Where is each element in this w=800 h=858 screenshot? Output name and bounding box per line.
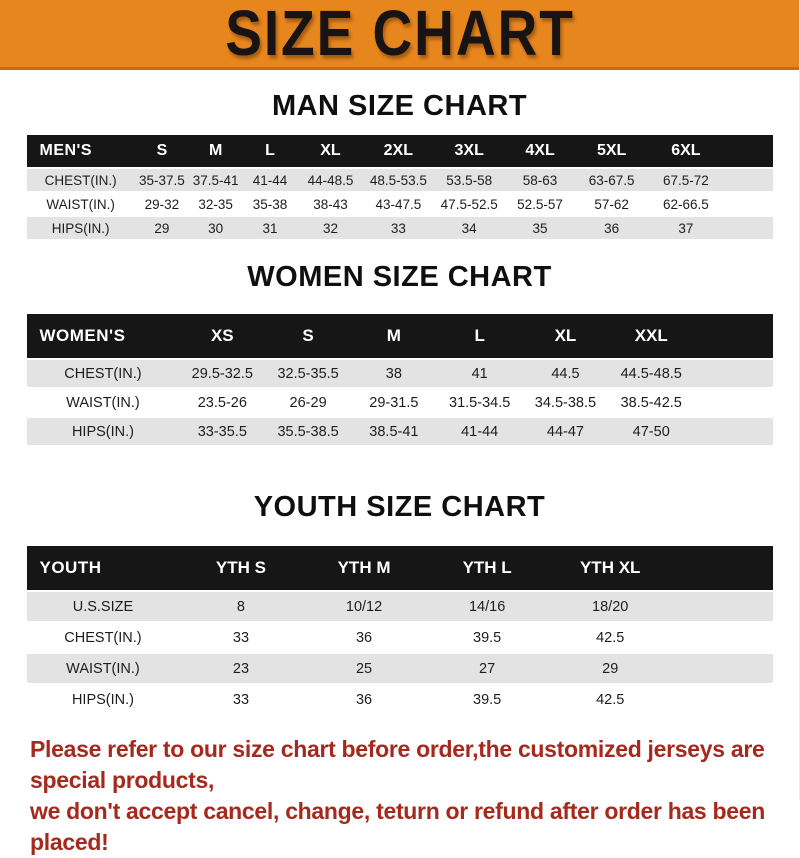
women-hips-row: [27, 418, 773, 445]
women-header-row: [27, 314, 773, 358]
disclaimer-line-1: Please refer to our size chart before order,the customized jerseys are special products,: [30, 736, 765, 793]
men-waist-row: [27, 193, 773, 215]
row-label: U.S.SIZE: [27, 592, 180, 621]
table-cell: 10/12: [303, 592, 426, 621]
row-label: CHEST(IN.): [27, 623, 180, 652]
column-header-m: M: [351, 314, 437, 358]
men-chest-row: [27, 169, 773, 191]
youth-waist-row: [27, 654, 773, 683]
column-header-xl: XL: [298, 135, 363, 167]
women-section: [0, 261, 799, 447]
table-cell: 32: [298, 217, 363, 239]
column-header-yth-s: YTH S: [179, 546, 302, 590]
column-header-5xl: 5XL: [575, 135, 647, 167]
row-label: WAIST(IN.): [27, 193, 135, 215]
youth-header-row: [27, 546, 773, 590]
table-cell: 57-62: [575, 193, 647, 215]
women-waist-row: [27, 389, 773, 416]
table-cell: 35-38: [242, 193, 298, 215]
women-section-title: WOMEN SIZE CHART: [247, 261, 552, 293]
table-cell: 31.5-34.5: [437, 389, 523, 416]
cell-filler: [694, 389, 772, 416]
youth-ussize-row: [27, 592, 773, 621]
table-cell: 23.5-26: [179, 389, 265, 416]
cell-filler: [724, 217, 773, 239]
youth-hips-row: [27, 685, 773, 714]
column-header-xl: XL: [523, 314, 609, 358]
header-filler: [672, 546, 773, 590]
table-cell: 33: [179, 623, 302, 652]
cell-filler: [694, 360, 772, 387]
table-cell: 29: [135, 217, 189, 239]
table-cell: 34.5-38.5: [523, 389, 609, 416]
table-cell: 39.5: [426, 685, 549, 714]
row-label: HIPS(IN.): [27, 418, 180, 445]
cell-filler: [724, 169, 773, 191]
column-header-6xl: 6XL: [648, 135, 724, 167]
column-header-xxl: XXL: [608, 314, 694, 358]
table-cell: 37.5-41: [189, 169, 242, 191]
youth-size-table: [27, 544, 773, 716]
cell-filler: [672, 654, 773, 683]
table-cell: 35.5-38.5: [265, 418, 351, 445]
table-cell: 63-67.5: [575, 169, 647, 191]
table-cell: 67.5-72: [648, 169, 724, 191]
table-cell: 30: [189, 217, 242, 239]
table-cell: 43-47.5: [363, 193, 434, 215]
table-cell: 27: [426, 654, 549, 683]
column-header-s: S: [135, 135, 189, 167]
men-table-label: MEN'S: [27, 135, 135, 167]
table-cell: 44-48.5: [298, 169, 363, 191]
table-cell: 41-44: [242, 169, 298, 191]
table-cell: 36: [575, 217, 647, 239]
table-cell: 41-44: [437, 418, 523, 445]
table-cell: 35: [505, 217, 576, 239]
row-label: HIPS(IN.): [27, 217, 135, 239]
row-label: HIPS(IN.): [27, 685, 180, 714]
table-cell: 38.5-41: [351, 418, 437, 445]
row-label: WAIST(IN.): [27, 389, 180, 416]
table-cell: 39.5: [426, 623, 549, 652]
table-cell: 29-31.5: [351, 389, 437, 416]
youth-section: [0, 491, 799, 716]
column-header-yth-xl: YTH XL: [549, 546, 672, 590]
table-cell: 38: [351, 360, 437, 387]
table-cell: 47-50: [608, 418, 694, 445]
table-cell: 41: [437, 360, 523, 387]
table-cell: 35-37.5: [135, 169, 189, 191]
banner-title: SIZE CHART: [224, 0, 575, 70]
cell-filler: [694, 418, 772, 445]
table-cell: 34: [434, 217, 505, 239]
cell-filler: [672, 592, 773, 621]
women-chest-row: [27, 360, 773, 387]
table-cell: 23: [179, 654, 302, 683]
table-cell: 53.5-58: [434, 169, 505, 191]
table-cell: 37: [648, 217, 724, 239]
women-table-label: WOMEN'S: [27, 314, 180, 358]
table-cell: 48.5-53.5: [363, 169, 434, 191]
table-cell: 32-35: [189, 193, 242, 215]
men-size-table: [27, 133, 773, 241]
youth-table-label: YOUTH: [27, 546, 180, 590]
table-cell: 38-43: [298, 193, 363, 215]
table-cell: 47.5-52.5: [434, 193, 505, 215]
table-cell: 44.5: [523, 360, 609, 387]
cell-filler: [672, 685, 773, 714]
men-header-row: [27, 135, 773, 167]
disclaimer-line-2: we don't accept cancel, change, teturn or refund after order has been placed!: [30, 798, 765, 855]
row-label: WAIST(IN.): [27, 654, 180, 683]
women-size-table: [27, 312, 773, 447]
column-header-xs: XS: [179, 314, 265, 358]
column-header-l: L: [437, 314, 523, 358]
row-label: CHEST(IN.): [27, 169, 135, 191]
youth-chest-row: [27, 623, 773, 652]
table-cell: 25: [303, 654, 426, 683]
column-header-3xl: 3XL: [434, 135, 505, 167]
youth-section-title: YOUTH SIZE CHART: [253, 491, 546, 523]
disclaimer: [30, 734, 799, 858]
men-section: [0, 90, 799, 241]
table-cell: 52.5-57: [505, 193, 576, 215]
column-header-yth-l: YTH L: [426, 546, 549, 590]
cell-filler: [724, 193, 773, 215]
header-filler: [724, 135, 773, 167]
table-cell: 62-66.5: [648, 193, 724, 215]
table-cell: 8: [179, 592, 302, 621]
table-cell: 44-47: [523, 418, 609, 445]
column-header-4xl: 4XL: [505, 135, 576, 167]
table-cell: 38.5-42.5: [608, 389, 694, 416]
banner: [0, 0, 799, 70]
table-cell: 44.5-48.5: [608, 360, 694, 387]
table-cell: 29.5-32.5: [179, 360, 265, 387]
men-hips-row: [27, 217, 773, 239]
table-cell: 32.5-35.5: [265, 360, 351, 387]
table-cell: 33: [179, 685, 302, 714]
header-filler: [694, 314, 772, 358]
column-header-l: L: [242, 135, 298, 167]
table-cell: 36: [303, 685, 426, 714]
table-cell: 42.5: [549, 623, 672, 652]
men-section-title: MAN SIZE CHART: [271, 90, 528, 122]
table-cell: 29-32: [135, 193, 189, 215]
table-cell: 42.5: [549, 685, 672, 714]
column-header-s: S: [265, 314, 351, 358]
table-cell: 33-35.5: [179, 418, 265, 445]
table-cell: 58-63: [505, 169, 576, 191]
table-cell: 18/20: [549, 592, 672, 621]
table-cell: 33: [363, 217, 434, 239]
cell-filler: [672, 623, 773, 652]
table-cell: 36: [303, 623, 426, 652]
table-cell: 26-29: [265, 389, 351, 416]
column-header-m: M: [189, 135, 242, 167]
table-cell: 31: [242, 217, 298, 239]
table-cell: 29: [549, 654, 672, 683]
column-header-2xl: 2XL: [363, 135, 434, 167]
table-cell: 14/16: [426, 592, 549, 621]
row-label: CHEST(IN.): [27, 360, 180, 387]
column-header-yth-m: YTH M: [303, 546, 426, 590]
